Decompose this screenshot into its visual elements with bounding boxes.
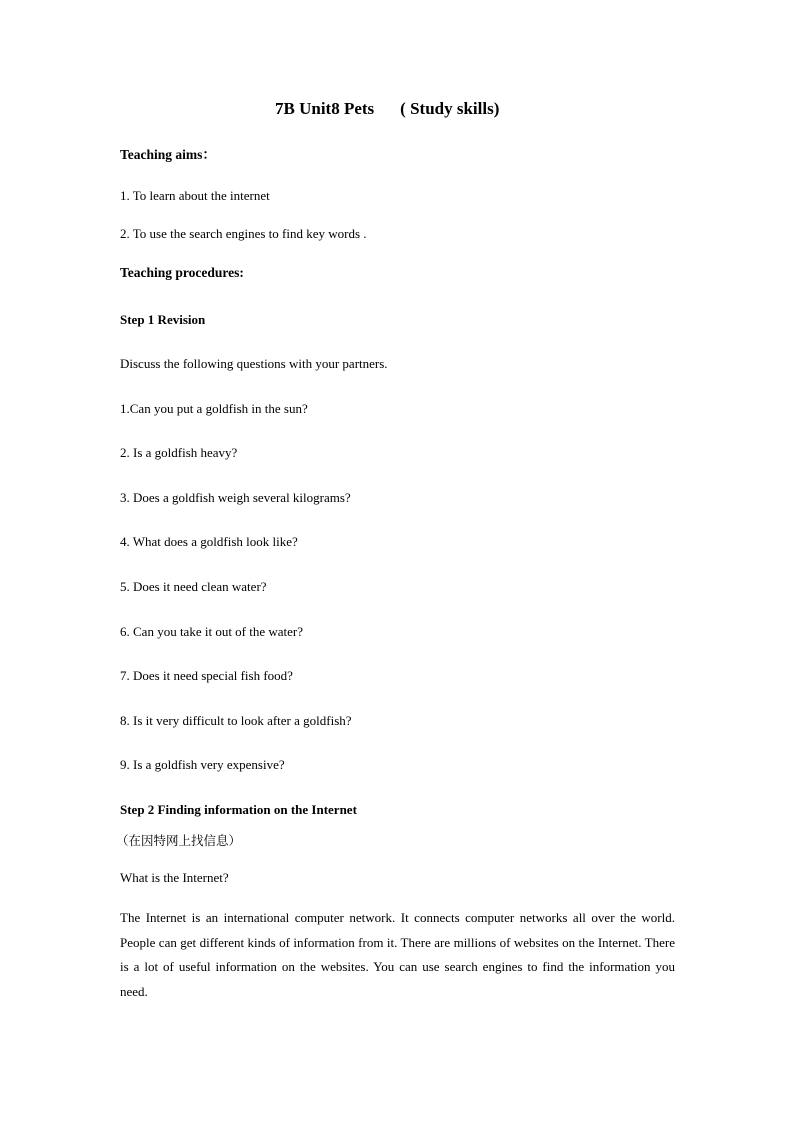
question-item: 9. Is a goldfish very expensive? xyxy=(120,757,285,772)
title-sub: ( Study skills) xyxy=(400,99,500,118)
aim-item: 2. To use the search engines to find key words . xyxy=(120,226,367,241)
teaching-aims-heading: Teaching aims： xyxy=(120,147,216,162)
step2-heading: Step 2 Finding information on the Internet xyxy=(120,802,357,817)
step2-chinese-subtitle: （在因特网上找信息） xyxy=(116,833,242,848)
question-item: 7. Does it need special fish food? xyxy=(120,668,293,683)
internet-paragraph: The Internet is an international computer network. It connects computer networks all over the world. People can get different kinds of information from it. There are millions of websites on the Internet. There is a lot of useful information on the websites. You can use search engines to find the information you need. xyxy=(120,910,675,999)
question-item: 2. Is a goldfish heavy? xyxy=(120,445,238,460)
aim-item: 1. To learn about the internet xyxy=(120,188,270,203)
step2-question: What is the Internet? xyxy=(120,870,229,885)
question-item: 4. What does a goldfish look like? xyxy=(120,534,298,549)
teaching-procedures-heading: Teaching procedures: xyxy=(120,265,244,280)
step1-heading: Step 1 Revision xyxy=(120,312,206,327)
question-item: 8. Is it very difficult to look after a goldfish? xyxy=(120,713,352,728)
title-main: 7B Unit8 Pets xyxy=(275,99,375,118)
step1-intro: Discuss the following questions with your partners. xyxy=(120,356,388,371)
question-item: 3. Does a goldfish weigh several kilograms? xyxy=(120,490,351,505)
question-item: 6. Can you take it out of the water? xyxy=(120,624,304,639)
question-item: 5. Does it need clean water? xyxy=(120,579,267,594)
document-title xyxy=(275,99,499,119)
question-item: 1.Can you put a goldfish in the sun? xyxy=(120,401,308,416)
